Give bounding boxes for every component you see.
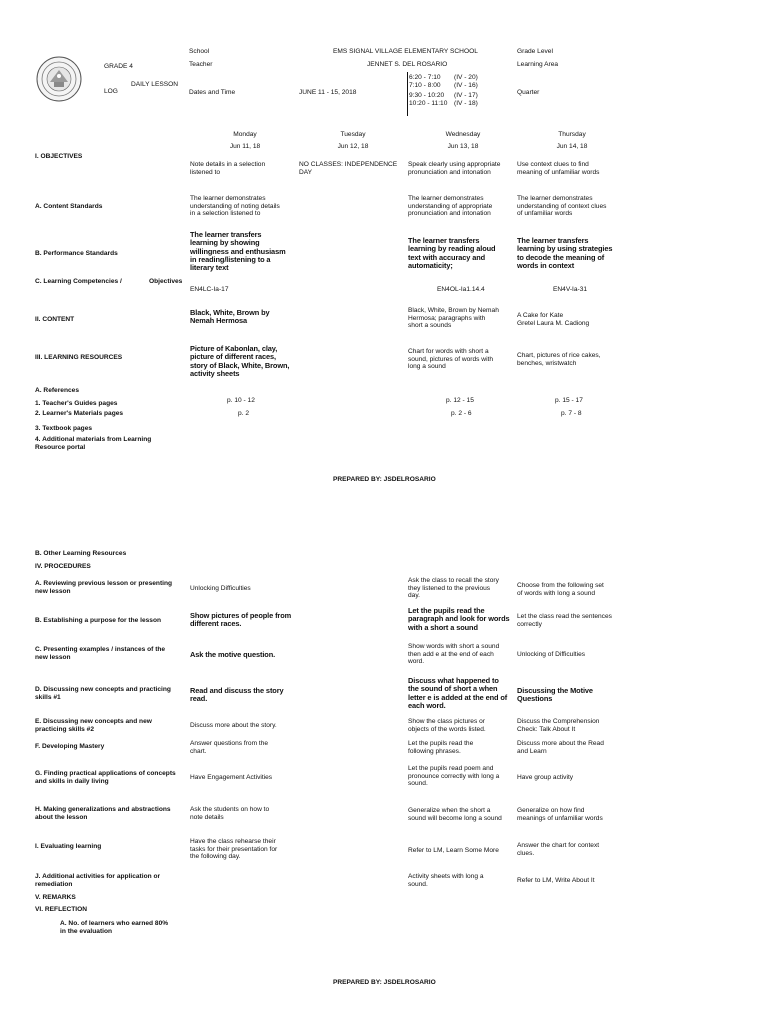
- proc-c-monday: Ask the motive question.: [190, 650, 276, 659]
- reflection-a: A. No. of learners who earned 80% in the evaluation: [60, 920, 169, 935]
- competencies-label: C. Learning Competencies /: [35, 278, 122, 285]
- date-wednesday: Jun 13, 18: [447, 143, 479, 150]
- section-4: (IV - 18): [454, 100, 478, 107]
- ct-monday: Black, White, Brown by Nemah Hermosa: [190, 308, 270, 326]
- performance-standards-label: B. Performance Standards: [35, 250, 118, 257]
- cs-wednesday: The learner demonstrates understanding of appropriate pronunciation and intonation: [408, 195, 493, 218]
- proc-c-label: C. Presenting examples / instances of the new lesson: [35, 646, 166, 661]
- textbook-label: 3. Textbook pages: [35, 425, 93, 432]
- references-label: A. References: [35, 387, 79, 394]
- proc-d-monday: Read and discuss the story read.: [190, 686, 284, 704]
- proc-e-wednesday: Show the class pictures or objects of the words listed.: [408, 718, 486, 733]
- prepared-by-1: PREPARED BY: JSDELROSARIO: [333, 476, 436, 483]
- cs-monday: The learner demonstrates understanding of noting details in a selection listened to: [190, 195, 280, 218]
- time-4: 10:20 - 11:10: [409, 100, 448, 107]
- learning-area-label: Learning Area: [517, 61, 559, 68]
- school-value: EMS SIGNAL VILLAGE ELEMENTARY SCHOOL: [333, 48, 478, 55]
- proc-a-wednesday: Ask the class to recall the story they listened to the previous day.: [408, 577, 499, 600]
- section-1: (IV - 20): [454, 74, 478, 81]
- proc-d-wednesday: Discuss what happened to the sound of short a when letter e is added at the end of each word.: [408, 676, 508, 710]
- obj-monday: Note details in a selection listened to: [190, 161, 266, 176]
- cs-thursday: The learner demonstrates understanding of context clues of unfamiliar words: [517, 195, 607, 218]
- daily-lesson-title: DAILY LESSON: [131, 81, 179, 88]
- obj-wednesday: Speak clearly using appropriate pronunciation and intonation: [408, 161, 501, 176]
- day-thursday: Thursday: [558, 131, 586, 138]
- proc-g-wednesday: Let the pupils read poem and pronounce correctly with long a sound.: [408, 765, 500, 788]
- grade-title: GRADE 4: [104, 63, 133, 70]
- day-tuesday: Tuesday: [340, 131, 366, 138]
- ct-thursday: A Cake for Kate Gretel Laura M. Cadiong: [517, 312, 590, 327]
- proc-h-wednesday: Generalize when the short a sound will become long a sound: [408, 807, 502, 822]
- lr-monday: Picture of Kabonlan, clay, picture of different races, story of Black, White, Brown, activity sheets: [190, 344, 290, 378]
- proc-b-label: B. Establishing a purpose for the lesson: [35, 617, 162, 624]
- resources-heading: III. LEARNING RESOURCES: [35, 354, 123, 361]
- section-2: (IV - 16): [454, 82, 478, 89]
- proc-g-label: G. Finding practical applications of concepts and skills in daily living: [35, 770, 176, 785]
- procedures-heading: IV. PROCEDURES: [35, 563, 91, 570]
- dates-value: JUNE 11 - 15, 2018: [299, 89, 357, 96]
- proc-f-monday: Answer questions from the chart.: [190, 740, 269, 755]
- proc-i-monday: Have the class rehearse their tasks for their presentation for the following day.: [190, 838, 278, 861]
- lm-monday: p. 2: [238, 410, 249, 417]
- prepared-by-2: PREPARED BY: JSDELROSARIO: [333, 979, 436, 986]
- proc-i-wednesday: Refer to LM, Learn Some More: [408, 847, 499, 854]
- grade-level-label: Grade Level: [517, 48, 553, 55]
- tg-thursday: p. 15 - 17: [555, 397, 583, 404]
- proc-b-wednesday: Let the pupils read the paragraph and look for words with a short a sound: [408, 606, 510, 632]
- proc-i-label: I. Evaluating learning: [35, 843, 102, 850]
- quarter-label: Quarter: [517, 89, 540, 96]
- tg-wednesday: p. 12 - 15: [446, 397, 474, 404]
- proc-a-label: A. Reviewing previous lesson or presenting new lesson: [35, 580, 173, 595]
- ct-wednesday: Black, White, Brown by Nemah Hermosa; paragraphs with short a sounds: [408, 307, 499, 330]
- day-monday: Monday: [233, 131, 257, 138]
- proc-e-thursday: Discuss the Comprehension Check: Talk About It: [517, 718, 600, 733]
- proc-h-thursday: Generalize on how find meanings of unfamiliar words: [517, 807, 603, 822]
- proc-h-monday: Ask the students on how to note details: [190, 806, 270, 821]
- objectives-heading: I. OBJECTIVES: [35, 153, 83, 160]
- ps-wednesday: The learner transfers learning by reading aloud text with accuracy and automaticity;: [408, 236, 496, 270]
- deped-seal-icon: [36, 56, 82, 102]
- ps-thursday: The learner transfers learning by using strategies to decode the meaning of words in context: [517, 236, 613, 270]
- proc-f-wednesday: Let the pupils read the following phrases.: [408, 740, 474, 755]
- proc-g-monday: Have Engagement Activities: [190, 774, 273, 781]
- proc-j-wednesday: Activity sheets with long a sound.: [408, 873, 484, 888]
- proc-c-thursday: Unlocking of Difficulties: [517, 651, 586, 658]
- time-3: 9:30 - 10:20: [409, 92, 445, 99]
- date-monday: Jun 11, 18: [229, 143, 261, 150]
- lm-wednesday: p. 2 - 6: [451, 410, 472, 417]
- ps-monday: The learner transfers learning by showing willingness and enthusiasm in reading/listening to a literary text: [190, 230, 286, 273]
- remarks-heading: V. REMARKS: [35, 894, 76, 901]
- proc-i-thursday: Answer the chart for context clues.: [517, 842, 600, 857]
- lc-wednesday: EN4OL-Ia1.14.4: [437, 286, 485, 293]
- objectives-word: Objectives: [149, 278, 183, 285]
- obj-tuesday: NO CLASSES: INDEPENDENCE DAY: [299, 161, 398, 176]
- content-heading: II. CONTENT: [35, 316, 75, 323]
- proc-h-label: H. Making generalizations and abstractions about the lesson: [35, 806, 171, 821]
- time-2: 7:10 - 8:00: [409, 82, 441, 89]
- day-wednesday: Wednesday: [445, 131, 481, 138]
- lc-thursday: EN4V-Ia-31: [553, 286, 588, 293]
- tg-label: 1. Teacher's Guides pages: [35, 400, 118, 407]
- date-tuesday: Jun 12, 18: [337, 143, 369, 150]
- proc-a-thursday: Choose from the following set of words with long a sound: [517, 582, 604, 597]
- school-label: School: [189, 48, 210, 55]
- reflection-heading: VI. REFLECTION: [35, 906, 88, 913]
- proc-b-thursday: Let the class read the sentences correctly: [517, 613, 612, 628]
- log-title: LOG: [104, 88, 118, 95]
- proc-j-thursday: Refer to LM, Write About It: [517, 877, 595, 884]
- proc-e-label: E. Discussing new concepts and new practicing skills #2: [35, 718, 152, 733]
- lr-wednesday: Chart for words with short a sound, pictures of words with long a sound: [408, 348, 494, 371]
- lm-thursday: p. 7 - 8: [561, 410, 582, 417]
- proc-j-label: J. Additional activities for application or remediation: [35, 873, 161, 888]
- content-standards-label: A. Content Standards: [35, 203, 103, 210]
- other-resources-label: B. Other Learning Resources: [35, 550, 127, 557]
- lr-thursday: Chart, pictures of rice cakes, benches, wristwatch: [517, 352, 601, 367]
- section-3: (IV - 17): [454, 92, 478, 99]
- proc-a-monday: Unlocking Difficulties: [190, 585, 251, 592]
- proc-b-monday: Show pictures of people from different races.: [190, 611, 292, 629]
- lc-monday: EN4LC-Ia-17: [190, 286, 229, 293]
- proc-d-label: D. Discussing new concepts and practicing skills #1: [35, 686, 171, 701]
- proc-d-thursday: Discussing the Motive Questions: [517, 686, 593, 704]
- tg-monday: p. 10 - 12: [227, 397, 255, 404]
- proc-g-thursday: Have group activity: [517, 774, 574, 781]
- proc-e-monday: Discuss more about the story.: [190, 722, 277, 729]
- proc-c-wednesday: Show words with short a sound then add e at the end of each word.: [408, 643, 500, 666]
- lm-label: 2. Learner's Materials pages: [35, 410, 124, 417]
- time-divider: [407, 72, 408, 116]
- obj-thursday: Use context clues to find meaning of unfamiliar words: [517, 161, 600, 176]
- time-1: 6:20 - 7:10: [409, 74, 441, 81]
- additional-label: 4. Additional materials from Learning Resource portal: [35, 436, 152, 451]
- proc-f-thursday: Discuss more about the Read and Learn: [517, 740, 604, 755]
- date-thursday: Jun 14, 18: [556, 143, 588, 150]
- teacher-value: JENNET S. DEL ROSARIO: [367, 61, 448, 68]
- dates-label: Dates and Time: [189, 89, 236, 96]
- proc-f-label: F. Developing Mastery: [35, 743, 105, 750]
- teacher-label: Teacher: [189, 61, 213, 68]
